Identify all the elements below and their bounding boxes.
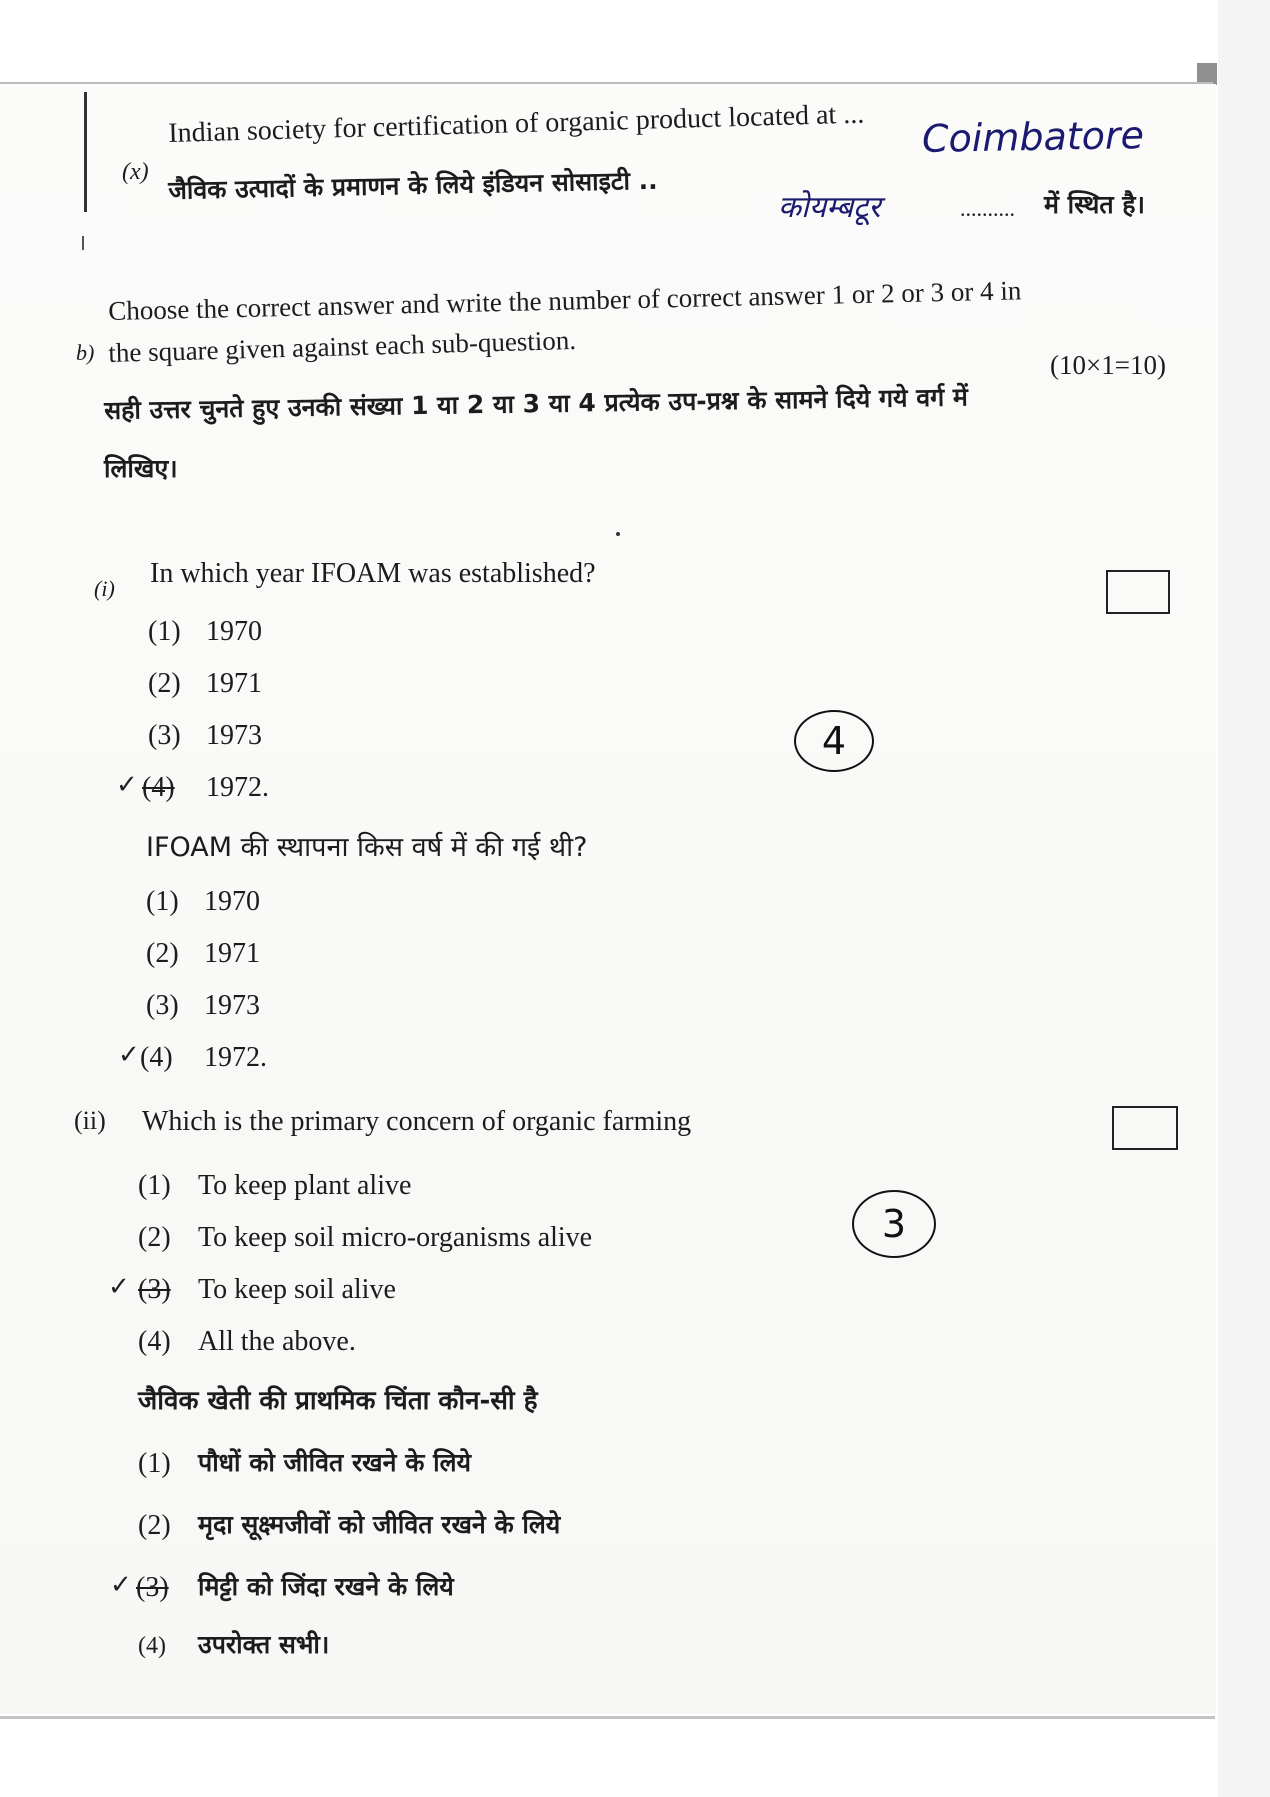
q-i-circled-answer <box>794 710 874 772</box>
tick-mark: ✓ <box>116 770 138 800</box>
option-number: (1) <box>148 616 181 647</box>
tick-mark: ✓ <box>110 1570 132 1600</box>
option-text: To keep soil micro-organisms alive <box>198 1222 593 1253</box>
scanned-page <box>0 84 1216 1714</box>
option-text: 1973 <box>204 990 260 1021</box>
q-ii-label: (ii) <box>74 1106 106 1135</box>
instruction-line-1: Choose the correct answer and write the number of correct answer 1 or 2 or 3 or 4 in <box>107 275 1022 326</box>
option-text: उपरोक्त सभी। <box>198 1630 330 1659</box>
q-x-english: Indian society for certification of organic product located at ... <box>167 98 865 149</box>
q-i-question: In which year IFOAM was established? <box>150 558 596 589</box>
option-text: All the above. <box>198 1326 356 1357</box>
option-number: (4) <box>140 1042 173 1073</box>
option-number: (4) <box>138 1326 171 1357</box>
option-text: 1971 <box>206 668 262 699</box>
margin-mark <box>82 236 84 250</box>
option-text: 1971 <box>204 938 260 969</box>
option-text: मृदा सूक्ष्मजीवों को जीवित रखने के लिये <box>198 1510 561 1539</box>
option-text: 1970 <box>206 616 262 647</box>
option-number: (1) <box>138 1448 171 1479</box>
q-x-hindi: जैविक उत्पादों के प्रमाणन के लिये इंडियन सोसाइटी .. <box>167 165 658 205</box>
q-x-english-answer: Coimbatore <box>921 113 1145 161</box>
option-number: (2) <box>138 1222 171 1253</box>
circled-answer-text: 4 <box>821 719 847 763</box>
option-number: (2) <box>146 938 179 969</box>
option-number: (1) <box>146 886 179 917</box>
scrollbar-track[interactable] <box>1218 0 1270 1797</box>
q-i-answer-box[interactable] <box>1106 570 1170 614</box>
option-number: (1) <box>138 1170 171 1201</box>
q-x-hindi-answer: कोयम्बटूर <box>778 190 881 225</box>
option-text: 1970 <box>204 886 260 917</box>
q-ii-circled-answer <box>852 1190 936 1258</box>
option-number: (3) <box>136 1572 169 1603</box>
option-text: 1972. <box>204 1042 267 1073</box>
option-number: (2) <box>148 668 181 699</box>
margin-line <box>84 92 87 212</box>
option-number: (3) <box>138 1274 171 1305</box>
circled-answer-text: 3 <box>881 1202 907 1246</box>
option-text: To keep plant alive <box>198 1170 412 1201</box>
option-text: मिट्टी को जिंदा रखने के लिये <box>198 1572 454 1601</box>
tick-mark: ✓ <box>108 1272 130 1302</box>
option-number: (2) <box>138 1510 171 1541</box>
tick-mark: ✓ <box>118 1040 140 1070</box>
q-x-label: (x) <box>122 159 149 185</box>
instruction-hindi-line-1: सही उत्तर चुनते हुए उनकी संख्या 1 या 2 या 3 या 4 प्रत्येक उप-प्रश्न के सामने दिये गये वर्ग में <box>103 382 969 425</box>
option-number: (4) <box>138 1633 166 1659</box>
option-text: To keep soil alive <box>198 1274 396 1305</box>
bottom-divider <box>0 1716 1215 1719</box>
instruction-hindi-line-2: लिखिए। <box>104 454 178 483</box>
instruction-line-2: the square given against each sub-question. <box>107 324 577 368</box>
option-number: (3) <box>148 720 181 751</box>
q-x-hindi-suffix: में स्थित है। <box>1044 190 1146 219</box>
q-ii-question: Which is the primary concern of organic farming <box>142 1106 692 1137</box>
option-number: (3) <box>146 990 179 1021</box>
section-number: b) <box>76 340 95 365</box>
option-number: (4) <box>142 772 175 803</box>
q-ii-answer-box[interactable] <box>1112 1106 1178 1150</box>
option-text: 1972. <box>206 772 269 803</box>
marks-allocation: (10×1=10) <box>1050 350 1166 380</box>
q-i-label: (i) <box>94 576 115 601</box>
q-x-hindi-dots: .......... <box>960 196 1015 221</box>
stray-dot <box>616 532 620 536</box>
q-ii-hindi-question: जैविक खेती की प्राथमिक चिंता कौन-सी है <box>138 1386 538 1416</box>
q-i-hindi-question: IFOAM की स्थापना किस वर्ष में की गई थी? <box>146 832 588 863</box>
option-text: पौधों को जीवित रखने के लिये <box>198 1448 472 1477</box>
option-text: 1973 <box>206 720 262 751</box>
